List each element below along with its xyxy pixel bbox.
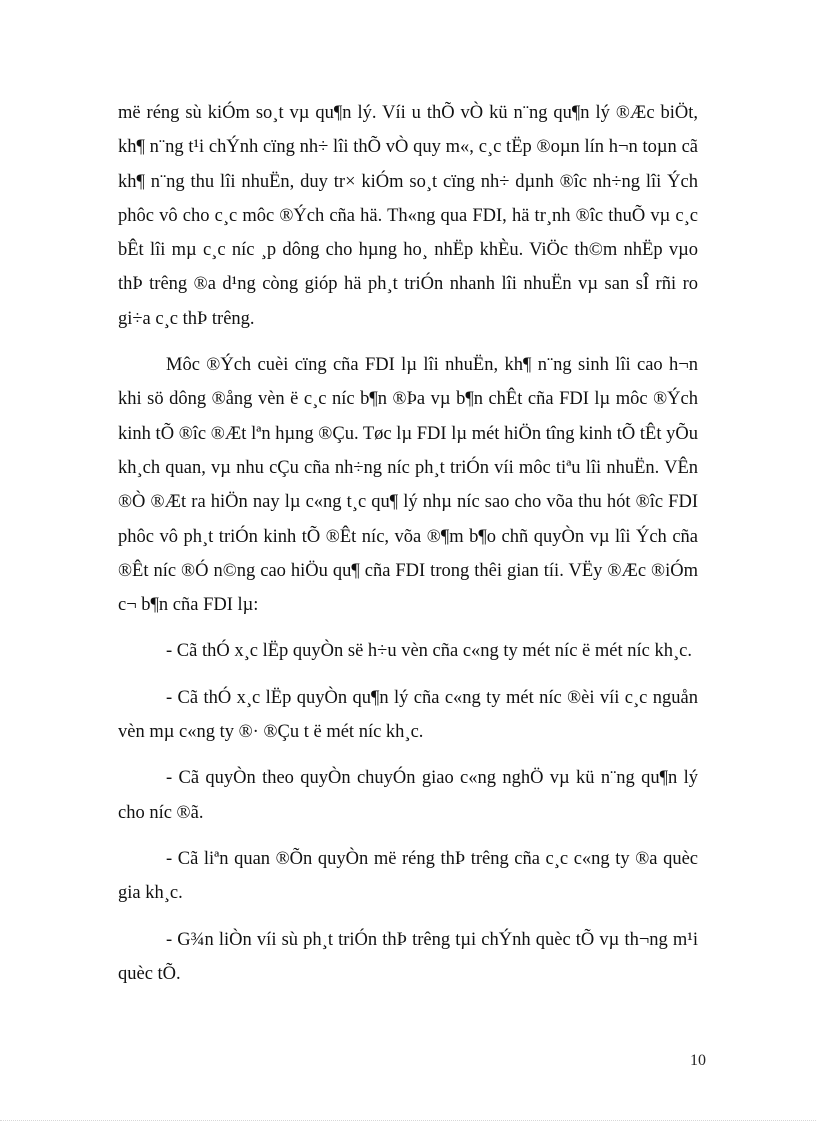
list-item-technology-transfer: - Cã quyÒn theo quyÒn chuyÓn giao c«ng nghÖ vµ kü n¨ng qu¶n lý cho níc ®ã. xyxy=(118,768,698,823)
list-item-management: - Cã thÓ x¸c lËp quyÒn qu¶n lý cña c«ng ty mét níc ®èi víi c¸c nguån vèn mµ c«ng ty ®· ®Çu t ë mét níc kh¸c. xyxy=(118,687,698,743)
body-text xyxy=(118,96,698,1003)
list-item-ownership: - Cã thÓ x¸c lËp quyÒn së h÷u vèn cña c«ng ty mét níc ë mét níc kh¸c. xyxy=(166,641,692,662)
paragraph-continuation: më réng sù kiÓm so¸t vµ qu¶n lý. Víi u thÕ vÒ kü n¨ng qu¶n lý ®Æc biÖt, kh¶ n¨ng t¹i chÝnh cïng nh÷ lîi thÕ vÒ quy m«, c¸c tËp ®oµn lín h¬n toµn cã kh¶ n¨ng thu lîi nhuËn, duy tr× kiÓm so¸t cïng nh÷ dµnh ®îc nh÷ng lîi Ých phôc vô cho c¸c môc ®Ých cña hä. Th«ng qua FDI, hä tr¸nh ®îc thuÕ vµ c¸c bÊt lîi mµ c¸c níc ¸p dông cho hµng ho¸ nhËp khÈu. ViÖc th©m nhËp vµo thÞ trêng ®a d¹ng còng gióp hä ph¸t triÓn nhanh lîi nhuËn vµ san sÎ rñi ro gi÷a c¸c thÞ trêng. xyxy=(118,103,698,329)
list-item-market-expansion: - Cã liªn quan ®Õn quyÒn më réng thÞ trêng cña c¸c c«ng ty ®a quèc gia kh¸c. xyxy=(118,848,698,904)
paragraph-fdi-purpose: Môc ®Ých cuèi cïng cña FDI lµ lîi nhuËn, kh¶ n¨ng sinh lîi cao h¬n khi sö dông ®ång vèn ë c¸c níc b¶n ®Þa vµ b¶n chÊt cña FDI lµ môc ®Ých kinh tÕ ®îc ®Æt lªn hµng ®Çu. Tøc lµ FDI lµ mét hiÖn tîng kinh tÕ tÊt yÕu kh¸ch quan, vµ nhu cÇu cña nh÷ng níc ph¸t triÓn víi môc tiªu lîi nhuËn. VÊn ®Ò ®Æt ra hiÖn nay lµ c«ng t¸c qu¶ lý nhµ níc sao cho võa thu hót ®îc FDI phôc vô ph¸t triÓn kinh tÕ ®Êt níc, võa ®¶m b¶o chñ quyÒn vµ lîi Ých cña ®Êt níc ®Ó n©ng cao hiÖu qu¶ cña FDI trong thêi gian tíi. VËy ®Æc ®iÓm c¬ b¶n cña FDI lµ: xyxy=(118,355,698,616)
page-bottom-divider xyxy=(0,1120,816,1121)
page-number: 10 xyxy=(690,1052,706,1069)
list-item-financial-market: - G¾n liÒn víi sù ph¸t triÓn thÞ trêng tµi chÝnh quèc tÕ vµ th¬ng m¹i quèc tÕ. xyxy=(118,929,698,984)
